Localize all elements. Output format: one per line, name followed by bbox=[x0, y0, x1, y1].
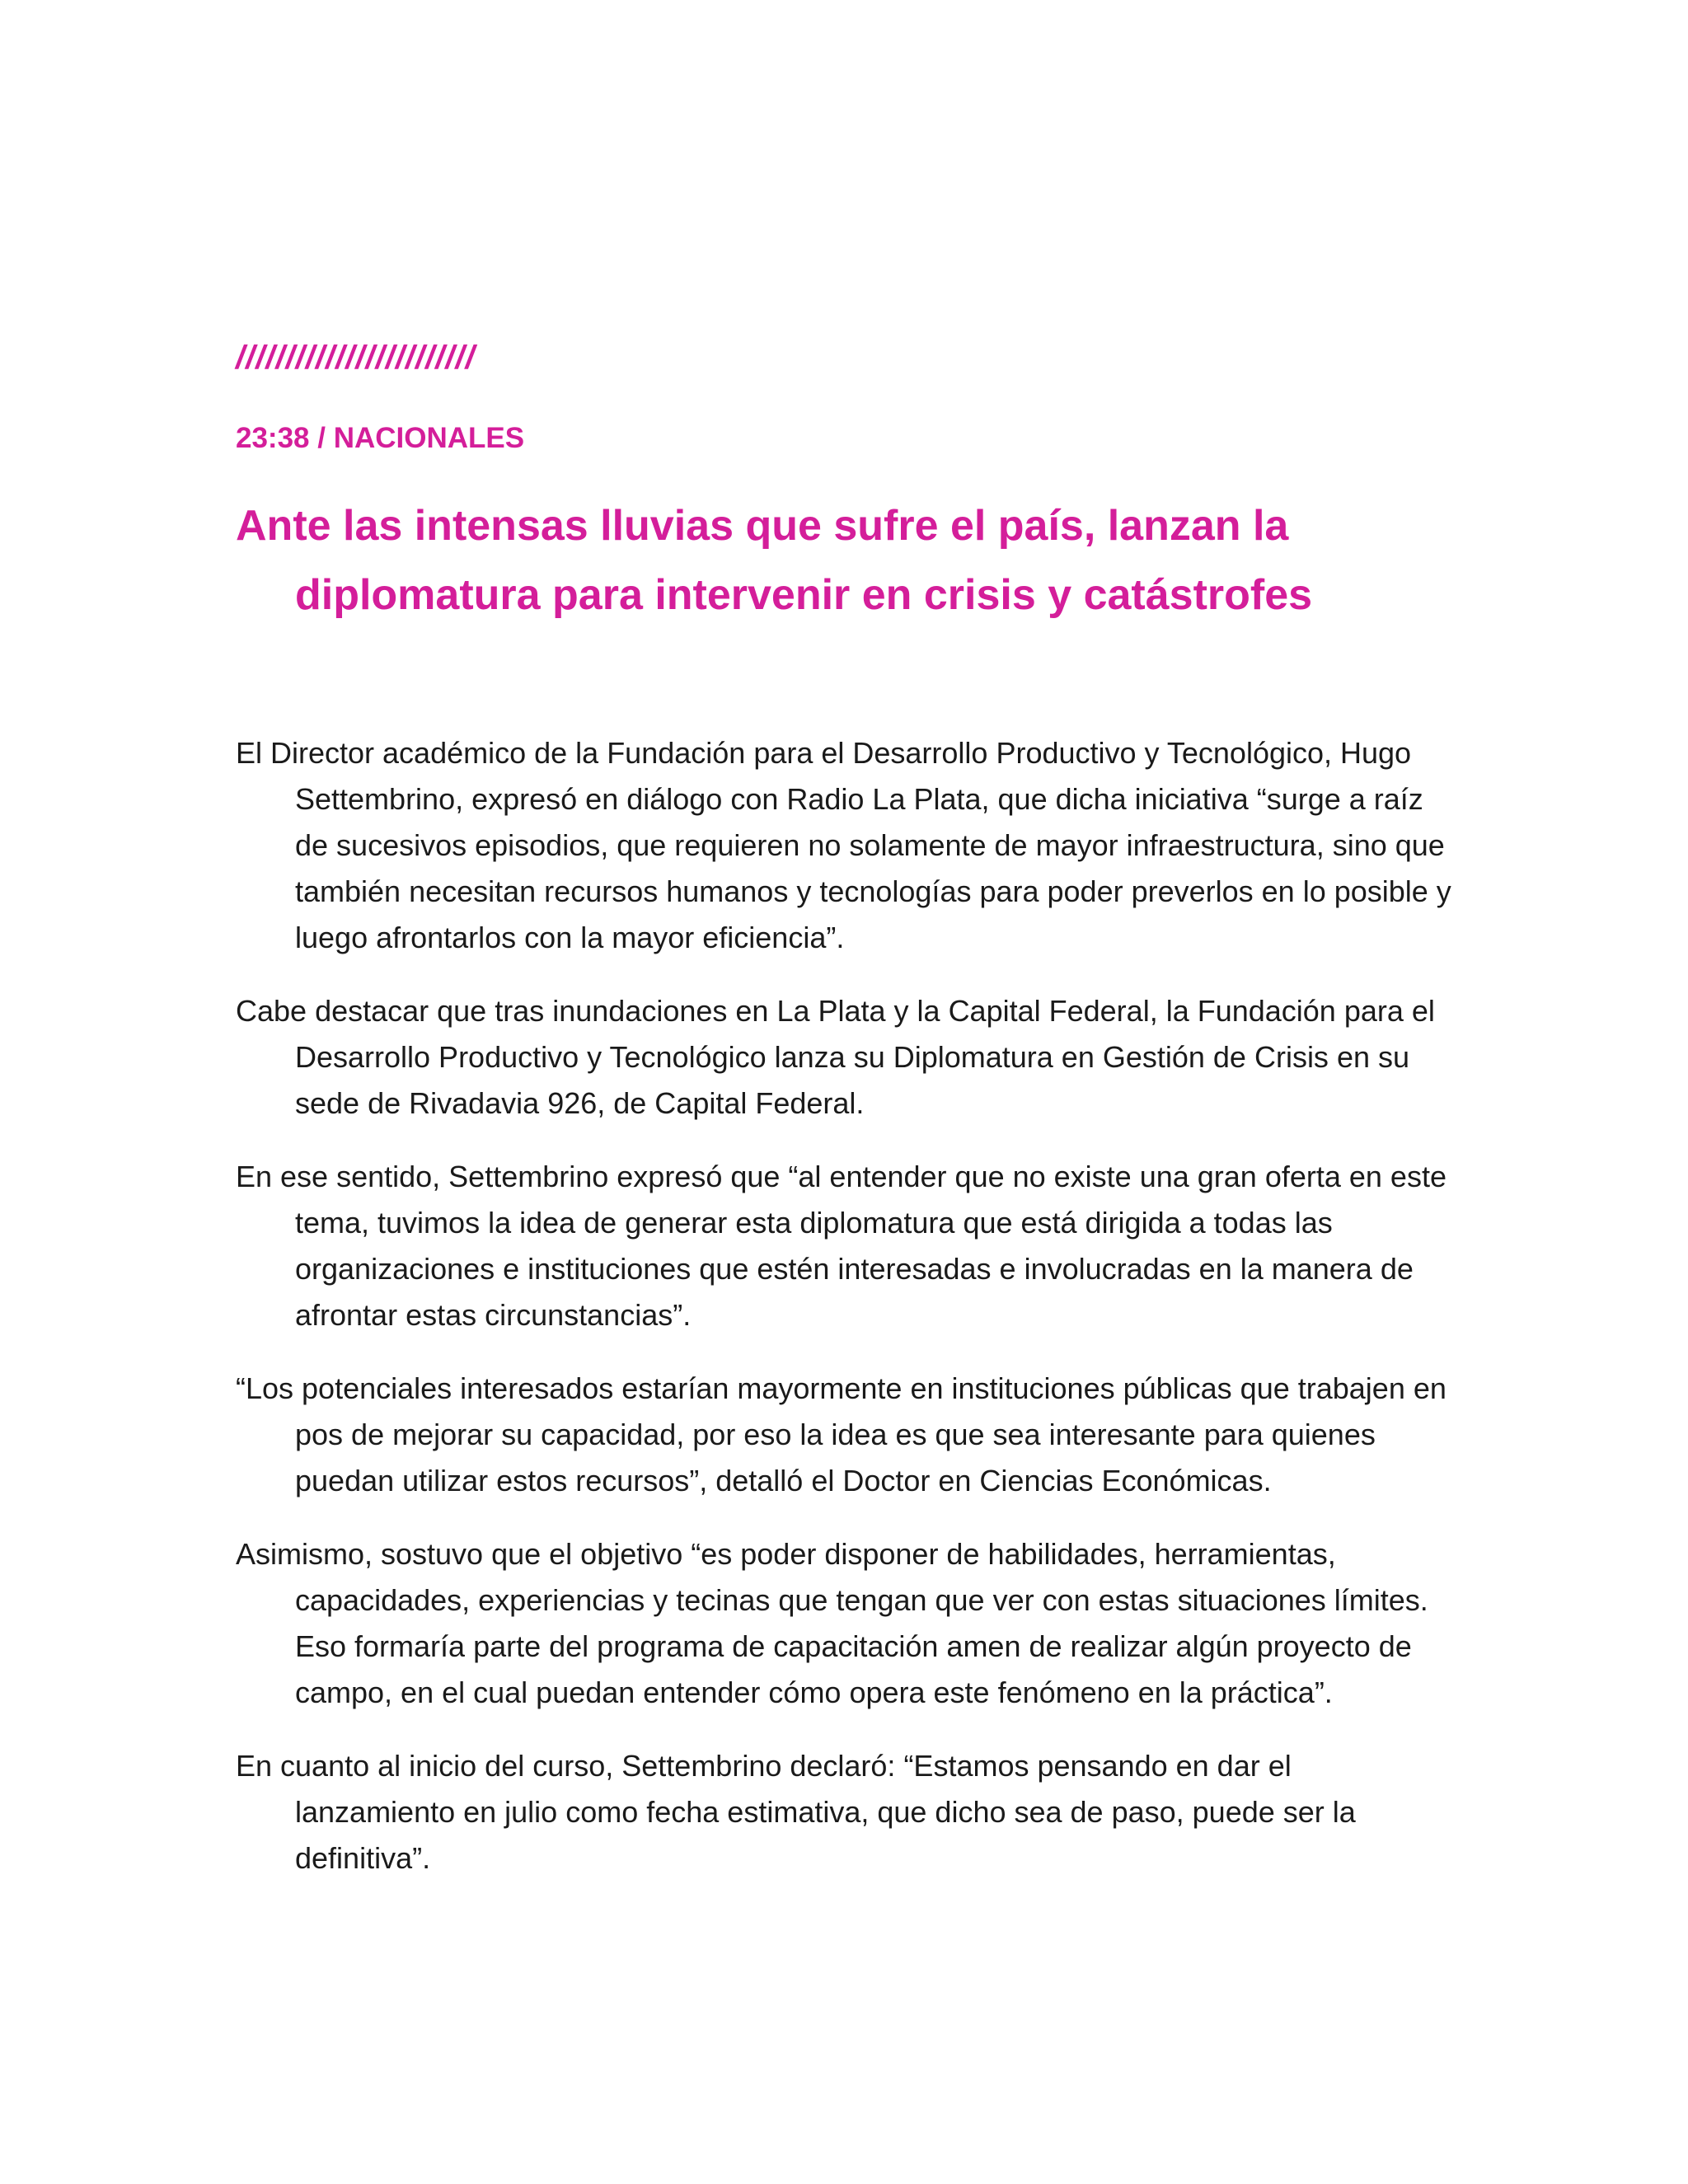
article-paragraph: El Director académico de la Fundación para el Desarrollo Productivo y Tecnológico, Hugo Settembrino, expresó en diálogo con Radio La Plata, que dicha iniciativa “surge a raíz de sucesivos episodios, que requieren no solamente de mayor infraestructura, sino que también necesitan recursos humanos y tecnologías para poder preverlos en lo posible y luego afrontarlos con la mayor eficiencia”. bbox=[236, 736, 1451, 954]
article bbox=[236, 338, 1456, 1909]
article-paragraph: Asimismo, sostuvo que el objetivo “es poder disponer de habilidades, herramientas, capacidades, experiencias y tecinas que tengan que ver con estas situaciones límites. Eso formaría parte del programa de capacitación amen de realizar algún proyecto de campo, en el cual puedan entender cómo opera este fenómeno en la práctica”. bbox=[236, 1537, 1428, 1709]
article-paragraph: Cabe destacar que tras inundaciones en La Plata y la Capital Federal, la Fundación para el Desarrollo Productivo y Tecnológico lanza su Diplomatura en Gestión de Crisis en su sede de Rivadavia 926, de Capital Federal. bbox=[236, 994, 1435, 1120]
article-paragraph: En cuanto al inicio del curso, Settembrino declaró: “Estamos pensando en dar el lanzamiento en julio como fecha estimativa, que dicho sea de paso, puede ser la definitiva”. bbox=[236, 1749, 1356, 1875]
article-time-section: 23:38 / NACIONALES bbox=[236, 422, 525, 454]
article-paragraph: En ese sentido, Settembrino expresó que “al entender que no existe una gran oferta en este tema, tuvimos la idea de generar esta diplomatura que está dirigida a todas las organizaciones e instituciones que estén interesadas e involucradas en la manera de afrontar estas circunstancias”. bbox=[236, 1160, 1447, 1332]
article-body bbox=[236, 730, 1456, 1882]
article-headline: Ante las intensas lluvias que sufre el país, lanzan la diplomatura para intervenir en crisis y catástrofes bbox=[236, 502, 1313, 619]
decorative-separator: //////////////////////// bbox=[236, 340, 476, 376]
article-paragraph: “Los potenciales interesados estarían mayormente en instituciones públicas que trabajen en pos de mejorar su capacidad, por eso la idea es que sea interesante para quienes puedan utilizar estos recursos”, detalló el Doctor en Ciencias Económicas. bbox=[236, 1371, 1447, 1497]
